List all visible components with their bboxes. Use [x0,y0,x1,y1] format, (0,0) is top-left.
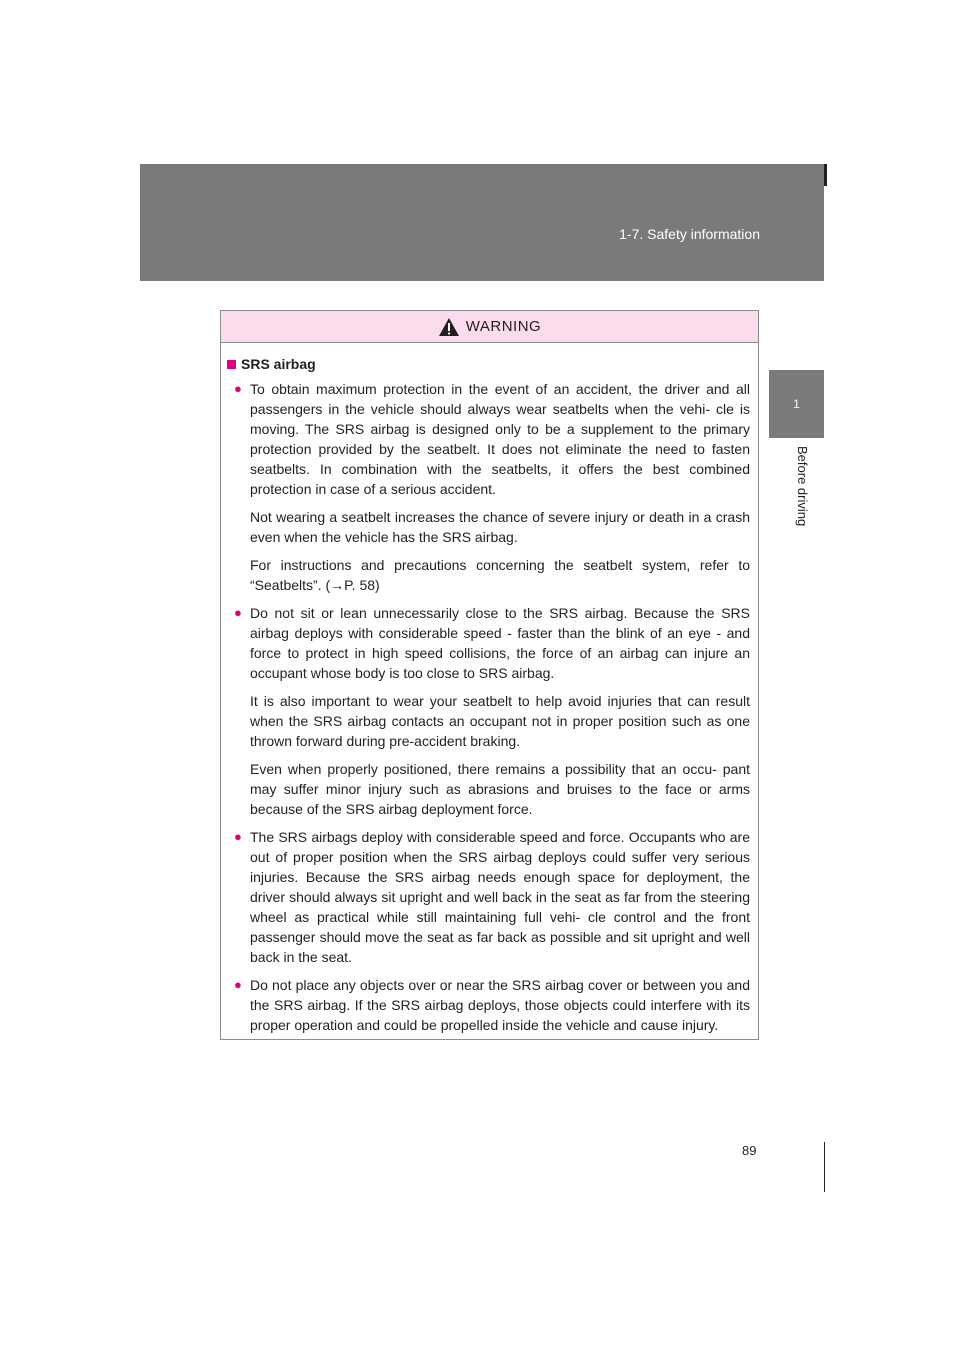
circle-bullet-icon: ● [234,977,242,992]
header-band [140,164,824,281]
header-tick-mark [824,164,827,186]
warning-triangle-icon [438,317,460,337]
paragraph: Even when properly positioned, there remains a possibility that an occu- pant may suffer minor injury such as abrasions and bruises to the face or arms because of the SRS airbag deployment force. [250,761,750,817]
chapter-number: 1 [793,397,800,411]
warning-header [221,311,758,343]
warning-body [221,343,758,1035]
paragraph: For instructions and precautions concerning the seatbelt system, refer to “Seatbelts”. (→P. 58) [250,557,750,593]
paragraph: To obtain maximum protection in the event of an accident, the driver and all passengers in the vehicle should always wear seatbelts when the vehi- cle is moving. The SRS airbag is designed only to be a supplement to the primary protection provided by the seatbelt. It does not eliminate the need to fasten seatbelts. In combination with the seatbelts, it offers the best combined protection in case of a serious accident. [250,381,750,497]
section-title: 1-7. Safety information [619,226,760,242]
list-item [226,827,750,967]
footer-divider [824,1142,825,1192]
list-item [226,379,750,595]
circle-bullet-icon: ● [234,605,242,620]
page-number: 89 [742,1143,757,1158]
chapter-tab [769,370,824,438]
chapter-title: Before driving [795,446,810,527]
paragraph: Not wearing a seatbelt increases the chance of severe injury or death in a crash even when the vehicle has the SRS airbag. [250,509,750,545]
list-item [226,975,750,1035]
circle-bullet-icon: ● [234,829,242,844]
paragraph: It is also important to wear your seatbelt to help avoid injuries that can result when the SRS airbag contacts an occupant not in proper position such as one thrown forward during pre-accident braking. [250,693,750,749]
warning-title: WARNING [465,318,542,335]
warning-box [220,310,759,1040]
paragraph: The SRS airbags deploy with considerable speed and force. Occupants who are out of proper position when the SRS airbag deploys could suffer very serious injuries. Because the SRS airbag needs enough space for deployment, the driver should always sit upright and well back in the seat as far from the steering wheel as practical while still maintaining full vehi- cle control and the front passenger should move the seat as far back as possible and sit upright and well back in the seat. [250,829,750,965]
paragraph: Do not place any objects over or near the SRS airbag cover or between you and the SRS airbag. If the SRS airbag deploys, those objects could interfere with its proper operation and could be propelled inside the vehicle and cause injury. [250,977,750,1033]
list-item [226,603,750,819]
circle-bullet-icon: ● [234,381,242,396]
paragraph: Do not sit or lean unnecessarily close to the SRS airbag. Because the SRS airbag deploys with considerable speed - faster than the blink of an eye - and force to protect in high speed collisions, the force of an airbag can injure an occupant whose body is too close to SRS airbag. [250,605,750,681]
warning-heading-text: SRS airbag [241,356,316,372]
square-marker-icon [227,360,236,369]
warning-heading [226,354,750,374]
